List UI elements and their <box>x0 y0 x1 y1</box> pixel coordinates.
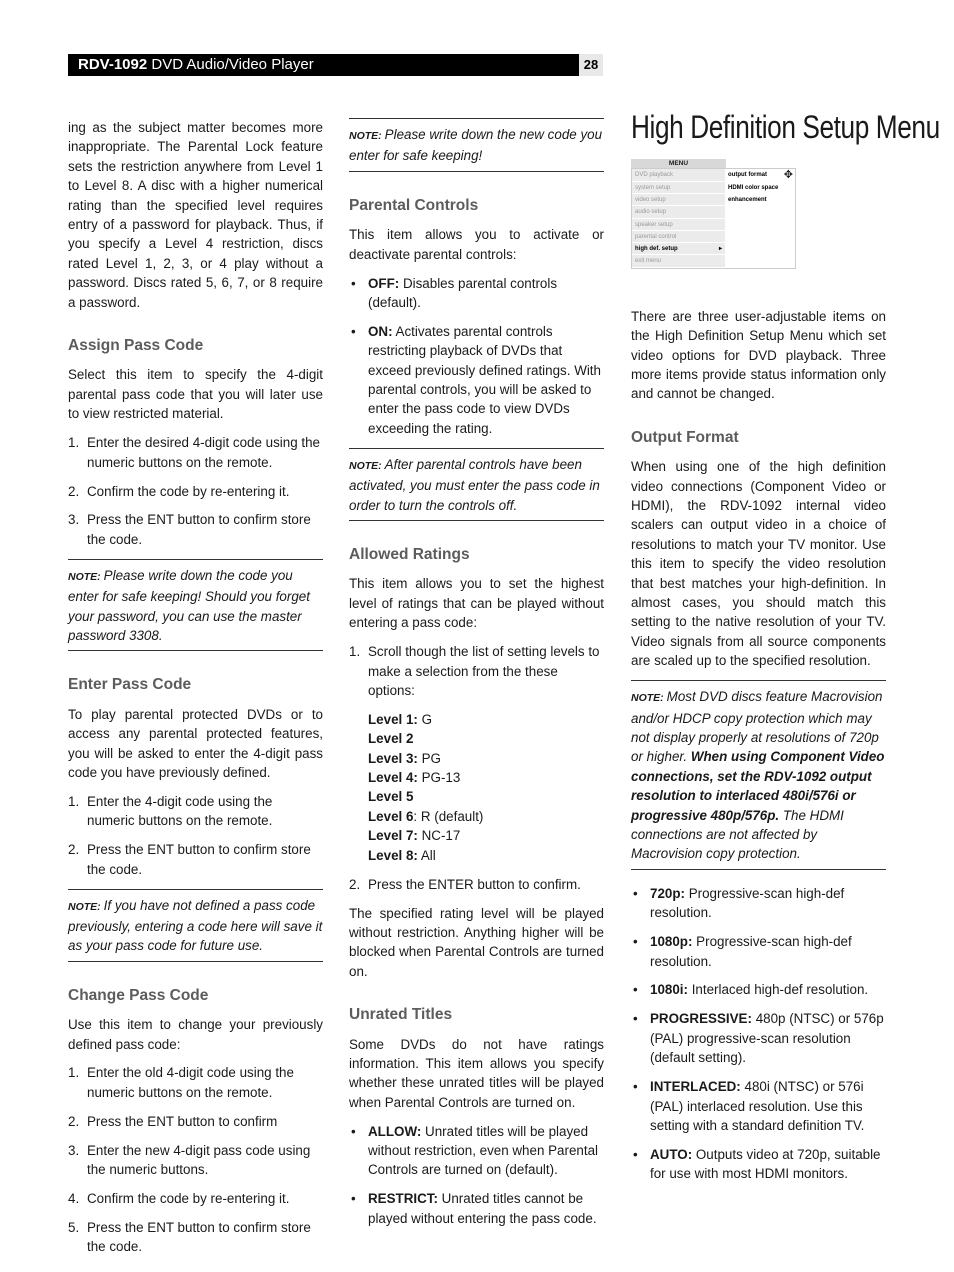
list-item: 2. Press the ENT button to confirm store the code. <box>68 842 311 877</box>
list-item: 3. Enter the new 4-digit pass code using the numeric buttons. <box>68 1142 311 1178</box>
assign-note <box>68 559 323 652</box>
ratings-steps <box>349 642 604 700</box>
assign-steps <box>68 433 323 549</box>
list-item: • 1080i: Interlaced high-def resolution. <box>633 982 869 998</box>
rating-level: Level 5 <box>368 789 414 805</box>
page-number: 28 <box>579 54 603 76</box>
note-label: NOTE: <box>349 130 382 142</box>
unrated-titles-text: Some DVDs do not have ratings information. This item allows you specify whether these unrated titles will be played when Parental Controls are turned on. <box>349 1036 604 1110</box>
menu-item: exit menu <box>632 255 725 267</box>
list-item: 1. Enter the desired 4-digit code using the numeric buttons on the remote. <box>68 435 320 470</box>
list-item: • ON: Activates parental controls restricting playback of DVDs that exceed previously defined ratings. With parental controls, you will be asked to enter the pass code to view DVDs exceeding the rating. <box>351 323 601 436</box>
page-header <box>68 54 603 76</box>
menu-item: speaker setup <box>632 219 725 231</box>
intro-paragraph: ing as the subject matter becomes more inappropriate. The Parental Lock feature sets the restriction anywhere from Level 1 to Level 8. A disc with a higher numerical rating than the specified level requires entry of a password for playback. Thus, if you specify a Level 4 restriction, discs rated Level 1, 2, 3, or 4 play without a password. Discs rated 5, 6, 7, or 8 require a password. <box>68 120 323 310</box>
parental-controls-text: This item allows you to activate or deactivate parental controls: <box>349 227 604 262</box>
change-pass-code-text: Use this item to change your previously defined pass code: <box>68 1017 323 1052</box>
unrated-titles-heading: Unrated Titles <box>349 1006 453 1024</box>
list-item: • 1080p: Progressive-scan high-def resolution. <box>633 934 852 969</box>
arrow-right-icon: ▸ <box>718 246 722 253</box>
menu-option: output format <box>728 172 767 179</box>
list-item: • OFF: Disables parental controls (default). <box>351 275 558 310</box>
macrovision-note: NOTE: Most DVD discs feature Macrovision and/or HDCP copy protection which may not display properly at resolutions of 720p or higher. When using Component Video connections, set the RDV-1092 output resolution to interlaced 480i/576i or progressive 480p/576p. The HDMI connections are not affected by Macrovision copy protection. <box>631 680 886 870</box>
output-format-options <box>631 884 886 1184</box>
allowed-ratings-text: This item allows you to set the highest level of ratings that can be played without entering a pass code: <box>349 576 604 631</box>
list-item: 5. Press the ENT button to confirm store the code. <box>68 1219 311 1255</box>
assign-pass-code-heading: Assign Pass Code <box>68 337 204 355</box>
parental-controls-heading: Parental Controls <box>349 196 479 214</box>
menu-option: HDMI color space <box>728 184 779 191</box>
rating-level: Level 4: PG-13 <box>368 770 461 786</box>
unrated-options <box>349 1122 604 1229</box>
menu-option: enhancement <box>728 197 767 204</box>
header-product: DVD Audio/Video Player <box>151 56 314 73</box>
rating-level: Level 1: G <box>368 711 433 727</box>
menu-item: system setup <box>632 182 725 194</box>
enter-pass-code-heading: Enter Pass Code <box>68 676 192 694</box>
change-pass-code-heading: Change Pass Code <box>68 986 209 1004</box>
rating-level: Level 8: All <box>368 847 436 863</box>
menu-item: video setup <box>632 194 725 206</box>
hd-intro-text: There are three user-adjustable items on the High Definition Setup Menu which set video options for DVD playback. Three more items provide status information only and cannot be changed. <box>631 308 886 402</box>
list-item: 2. Press the ENT button to confirm <box>68 1113 278 1129</box>
rating-level: Level 7: NC-17 <box>368 828 461 844</box>
rating-level: Level 3: PG <box>368 750 441 766</box>
ratings-after-text: The specified rating level will be played without restriction. Anything higher will be blocked when Parental Controls are turned on. <box>349 905 604 979</box>
list-item: 1. Enter the 4-digit code using the numeric buttons on the remote. <box>68 793 273 829</box>
column-2 <box>349 118 604 1238</box>
menu-header: MENU <box>631 159 726 168</box>
list-item: • ALLOW: Unrated titles will be played without restriction, even when Parental Controls are turned on (default). <box>351 1123 598 1178</box>
menu-options <box>725 169 795 267</box>
note-label: NOTE: <box>68 900 101 913</box>
note-text: Please write down the code you enter for safe keeping! Should you forget your password, you can use the master password 3308. <box>68 567 310 643</box>
list-item: 2. Confirm the code by re-entering it. <box>68 483 290 499</box>
note-text: Please write down the new code you enter for safe keeping! <box>349 127 603 164</box>
list-item: • PROGRESSIVE: 480p (NTSC) or 576p (PAL) progressive-scan resolution (default setting). <box>633 1011 884 1066</box>
note-label: NOTE: <box>631 692 664 705</box>
page-title: High Definition Setup Menu <box>631 109 940 145</box>
new-code-note <box>349 118 604 172</box>
list-item: • INTERLACED: 480i (NTSC) or 576i (PAL) interlaced resolution. Use this setting with a standard definition TV. <box>633 1079 865 1133</box>
list-item: • RESTRICT: Unrated titles cannot be played without entering the pass code. <box>351 1191 597 1226</box>
navigation-arrows-icon: ✥ <box>783 169 793 182</box>
list-item: • 720p: Progressive-scan high-def resolution. <box>633 885 845 921</box>
rating-levels <box>349 710 604 865</box>
menu-items <box>632 169 725 267</box>
menu-item-selected: high def. setup ▸ <box>632 243 725 255</box>
rating-level: Level 6: R (default) <box>368 808 484 824</box>
change-steps <box>68 1063 323 1256</box>
note-label: NOTE: <box>349 459 382 472</box>
enter-steps <box>68 792 323 879</box>
ratings-steps-2 <box>349 875 604 894</box>
list-item: 3. Press the ENT button to confirm store the code. <box>68 512 311 547</box>
list-item: • AUTO: Outputs video at 720p, suitable for use with most HDMI monitors. <box>633 1146 881 1182</box>
note-label: NOTE: <box>68 570 101 583</box>
list-item: 2. Press the ENTER button to confirm. <box>349 876 581 892</box>
list-item: 1. Scroll though the list of setting levels to make a selection from the these options: <box>349 644 600 698</box>
menu-item: audio setup <box>632 206 725 218</box>
allowed-ratings-heading: Allowed Ratings <box>349 546 470 563</box>
assign-pass-code-text: Select this item to specify the 4-digit parental pass code that you will later use to view restricted material. <box>68 367 323 422</box>
column-3 <box>631 109 940 1193</box>
header-model: RDV-1092 <box>78 56 148 73</box>
enter-pass-code-text: To play parental protected DVDs or to access any parental protected features, you will be asked to enter the 4-digit pass code you have previously defined. <box>68 706 323 780</box>
parental-options <box>349 274 604 439</box>
parental-note <box>349 448 604 521</box>
list-item: 4. Confirm the code by re-entering it. <box>68 1190 290 1206</box>
column-1 <box>68 118 323 1266</box>
list-item: 1. Enter the old 4-digit code using the numeric buttons on the remote. <box>68 1065 294 1100</box>
rating-level: Level 2 <box>368 731 414 747</box>
note-text: After parental controls have been activated, you must enter the pass code in order to turn the controls off. <box>349 456 600 513</box>
note-text: If you have not defined a pass code previously, entering a code here will save it as your pass code for future use. <box>68 897 323 954</box>
menu-item: parental control <box>632 231 725 243</box>
output-format-text: When using one of the high definition video connections (Component Video or HDMI), the RDV-1092 internal video scalers can output video in a choice of resolutions to match your TV monitor. Use this item to specify the video resolution that best matches your high-definition. In almost cases, you should match this setting to the native resolution of your TV. Video signals from all source components are scaled up to the specified resolution. <box>631 459 886 669</box>
osd-menu-illustration <box>631 159 796 268</box>
output-format-heading: Output Format <box>631 428 739 446</box>
enter-note <box>68 889 323 962</box>
menu-item: DVD playback <box>632 169 725 181</box>
